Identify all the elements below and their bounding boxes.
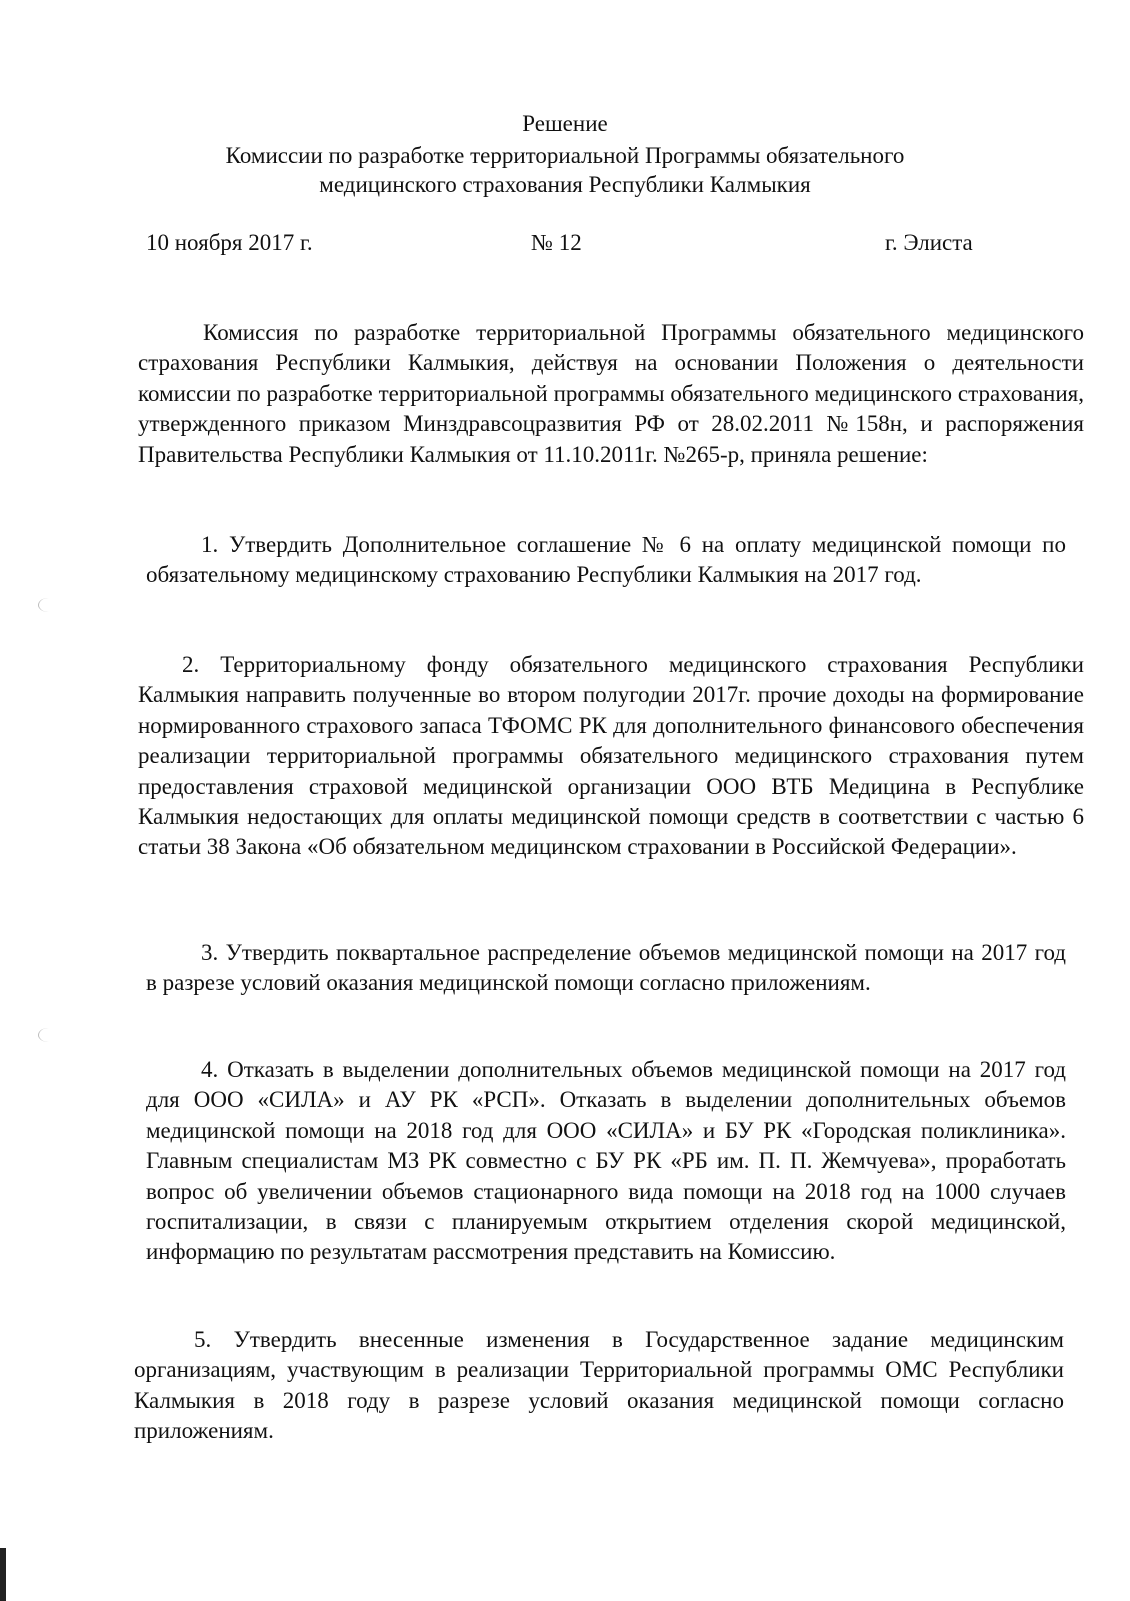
decision-item-3: 3. Утвердить поквартальное распределение объемов медицинской помощи на 2017 год в разрезе условий оказания медицинской помощи согласно приложениям.: [146, 940, 1066, 996]
document-subtitle-line-2: медицинского страхования Республики Калмыкия: [319, 172, 811, 197]
decision-date: 10 ноября 2017 г.: [146, 230, 313, 255]
decision-item-5: 5. Утвердить внесенные изменения в Государственное задание медицинским организациям, участвующим в реализации Территориальной программы ОМС Республики Калмыкия в 2018 году в разрезе условий оказания медицинской помощи согласно приложениям.: [134, 1327, 1064, 1444]
decision-item-4: 4. Отказать в выделении дополнительных объемов медицинской помощи на 2017 год для ООО «СИЛА» и АУ РК «РСП». Отказать в выделении дополнительных объемов медицинской помощи на 2018 год для ООО «СИЛА» и БУ РК «Городская поликлиника». Главным специалистам МЗ РК совместно с БУ РК «РБ им. П. П. Жемчуева», проработать вопрос об увеличении объемов стационарного вида помощи на 2018 год на 1000 случаев госпитализации, в связи с планируемым открытием отделения скорой медицинской, информацию по результатам рассмотрения представить на Комиссию.: [146, 1057, 1066, 1265]
document-subtitle-line-1: Комиссии по разработке территориальной Программы обязательного: [225, 143, 905, 168]
decision-item-2: 2. Территориальному фонду обязательного медицинского страхования Республики Калмыкия направить полученные во втором полугодии 2017г. прочие доходы на формирование нормированного страхового запаса ТФОМС РК для дополнительного финансового обеспечения реализации территориальной программы обязательного медицинского страхования путем предоставления страховой медицинской организации ООО ВТБ Медицина в Республике Калмыкия недостающих для оплаты медицинской помощи средств в соответствии с частью 6 статьи 38 Закона «Об обязательном медицинском страховании в Российской Федерации».: [138, 652, 1084, 860]
decision-item-1: 1. Утвердить Дополнительное соглашение № 6 на оплату медицинской помощи по обязательному медицинскому страхованию Республики Калмыкия на 2017 год.: [146, 532, 1066, 588]
intro-paragraph: Комиссия по разработке территориальной Программы обязательного медицинского страхования Республики Калмыкия, действуя на основании Положения о деятельности комиссии по разработке территориальной программы обязательного медицинского страхования, утвержденного приказом Минздравсоцразвития РФ от 28.02.2011 №158н, и распоряжения Правительства Республики Калмыкия от 11.10.2011г. №265-р, приняла решение:: [138, 320, 1084, 467]
decision-number: № 12: [531, 230, 582, 255]
scan-artifact-mark: [38, 598, 59, 612]
document-title: Решение: [522, 111, 608, 136]
decision-city: г. Элиста: [885, 230, 973, 255]
scan-artifact-mark: [38, 1028, 59, 1042]
scan-edge-bar: [0, 1548, 6, 1601]
